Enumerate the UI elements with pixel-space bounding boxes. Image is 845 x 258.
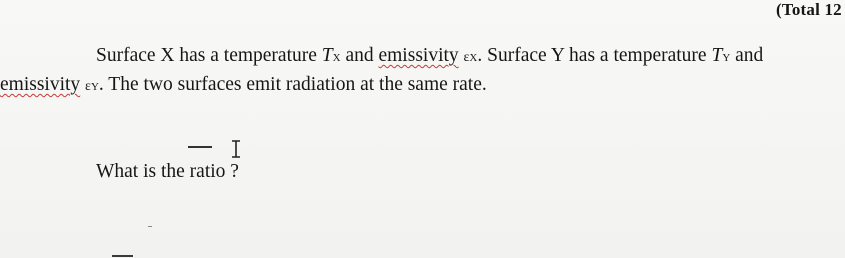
symbol-subscript: Y [90, 81, 99, 93]
symbol-eps-y [85, 74, 99, 95]
symbol-ty [711, 45, 730, 66]
symbol-letter: T [711, 45, 723, 66]
dash-mark [188, 146, 212, 148]
misspelled-word-emissivity[interactable]: emissivity [0, 74, 81, 95]
text-segment: and [340, 45, 379, 66]
symbol-subscript: Y [722, 52, 731, 64]
symbol-letter: ε [463, 50, 470, 65]
stray-mark [148, 226, 152, 227]
text-cursor-icon [230, 140, 242, 158]
symbol-letter: T [321, 45, 333, 66]
symbol-eps-x [464, 45, 478, 66]
question-prompt: What is the ratio ? [96, 161, 239, 182]
symbol-letter: ε [85, 79, 91, 94]
symbol-subscript: X [332, 52, 341, 64]
question-text-line-2 [0, 75, 487, 95]
symbol-tx [322, 45, 341, 66]
symbol-subscript: X [469, 52, 478, 64]
text-segment: . Surface Y has a temperature [477, 45, 712, 66]
question-text-line-1 [96, 46, 763, 66]
answer-line[interactable] [112, 255, 133, 257]
misspelled-word-emissivity[interactable]: emissivity [378, 45, 459, 66]
text-segment: . The two surfaces emit radiation at the same rate. [98, 74, 487, 95]
text-segment: Surface X has a temperature [96, 45, 322, 66]
text-segment: and [730, 45, 764, 66]
total-marks-label: (Total 12 [776, 0, 842, 19]
